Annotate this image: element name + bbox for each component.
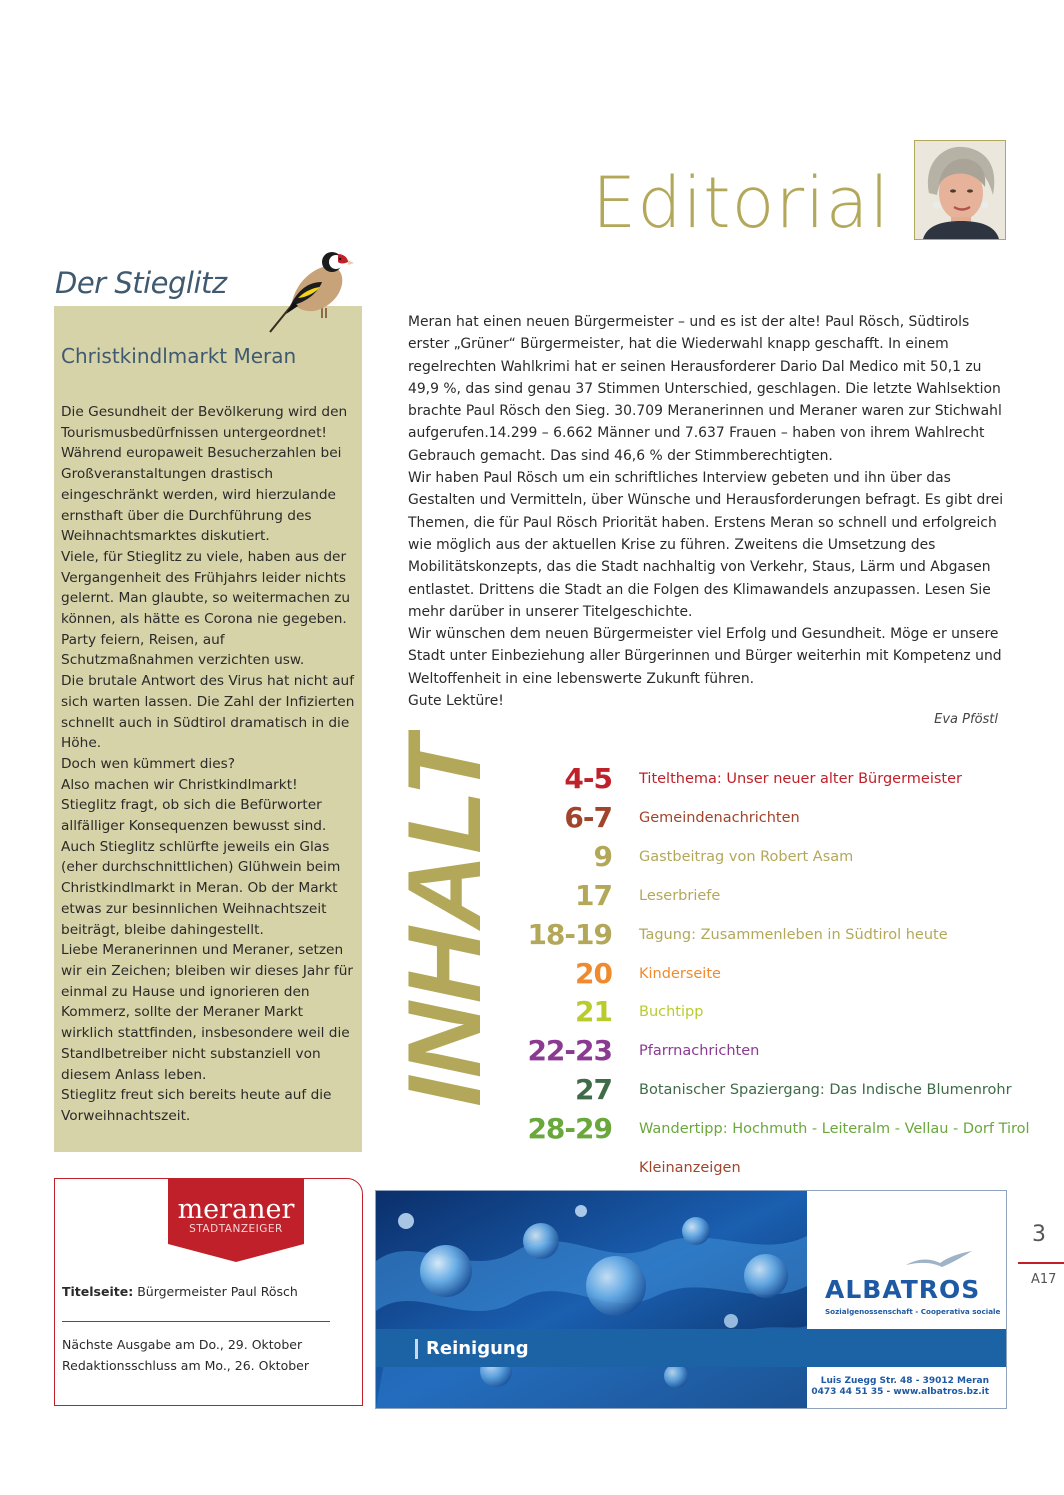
ad-brand: ALBATROS (825, 1275, 981, 1304)
next-issue: Nächste Ausgabe am Do., 29. Oktober (62, 1337, 303, 1352)
author-portrait (914, 140, 1006, 240)
toc-item[interactable] (500, 877, 1060, 915)
albatros-bird-icon (904, 1249, 974, 1271)
editorial-deadline: Redaktionsschluss am Mo., 26. Oktober (62, 1358, 309, 1373)
toc-label: Botanischer Spaziergang: Das Indische Blumenrohr (639, 1082, 1012, 1099)
page-number: 3 (1032, 1222, 1046, 1247)
toc-label: Kinderseite (639, 965, 721, 982)
ad-service: Reinigung (426, 1338, 529, 1359)
editorial-body: Meran hat einen neuen Bürgermeister – und es ist der alte! Paul Rösch, Südtirols erster „Grüner“ Bürgermeister, hat die Wiederwahl knapp geschafft. In einem regelrechten Wahlkrimi hat er seinen Herausforderer Dario Dal Medico mit 50,1 zu 49,9 %, das sind genau 37 Stimmen Unterschied, geschlagen. Die letzte Wahlsektion brachte Paul Rösch den Sieg. 30.709 Meranerinnen und Meraner waren zur Stichwahl aufgerufen.14.299 – 6.662 Männer und 7.637 Frauen – haben von ihrem Wahlrecht Gebrauch gemacht. Das sind 46,6 % der Stimmberechtigten. Wir haben Paul Rösch um ein schriftliches Interview gebeten und ihn über das Gestalten und Vermitteln, über Wünsche und Herausforderungen befragt. Es gibt drei Themen, die für Paul Rösch Priorität haben. Erstens Meran so schnell und erfolgreich wie möglich aus der aktuellen Krise zu führen. Zweitens die Umsetzung des Mobilitätskonzepts, das die Stadt nachhaltig von Verkehr, Staus, Lärm und Abgasen entlastet. Drittens die Stadt an die Folgen des Klimawandels anzupassen. Lesen Sie mehr darüber in unserer Titelgeschichte. Wir wünschen dem neuen Bürgermeister viel Erfolg und Gesundheit. Möge er unsere Stadt unter Einbeziehung aller Bürgerinnen und Bürger weiterhin mit Kompetenz und Weltoffenheit in eine lebenswerte Zukunft führen. Gute Lektüre! (408, 314, 1004, 710)
toc-label: Buchtipp (639, 1004, 704, 1021)
ad-address: Luis Zuegg Str. 48 - 39012 Meran (820, 1376, 989, 1386)
toc-label: Gastbeitrag von Robert Asam (639, 848, 854, 865)
toc-page-number: 6-7 (564, 800, 612, 834)
toc-label: Gemeindenachrichten (639, 809, 800, 826)
ad-tagline: Sozialgenossenschaft - Cooperativa sociale (825, 1307, 1001, 1316)
toc-item[interactable] (500, 799, 1060, 837)
cover-value: Bürgermeister Paul Rösch (133, 1284, 298, 1299)
editorial-title: Editorial (592, 162, 890, 244)
toc-item[interactable] (500, 955, 1060, 993)
toc-label: Pfarrnachrichten (639, 1043, 760, 1060)
page-code: A17 (1031, 1272, 1057, 1287)
toc-item[interactable] (500, 1110, 1060, 1148)
toc-label: Kleinanzeigen (639, 1160, 741, 1176)
toc-page-number: 17 (575, 878, 612, 912)
toc-label: Titelthema: Unser neuer alter Bürgermeister (639, 771, 962, 787)
toc-item[interactable] (500, 1149, 1060, 1187)
toc-page-number: 27 (575, 1073, 612, 1107)
toc-page-number: 18-19 (527, 917, 612, 951)
page-number-rule (1018, 1262, 1064, 1264)
toc-label: Wandertipp: Hochmuth - Leiteralm - Vellau - Dorf Tirol (639, 1121, 1030, 1138)
cleaning-icon (414, 1339, 420, 1359)
masthead-divider (62, 1321, 330, 1322)
logo-sub: STADTANZEIGER (189, 1223, 283, 1235)
toc-item[interactable] (500, 1071, 1060, 1109)
column-title: Der Stieglitz (55, 266, 227, 300)
toc-label: Leserbriefe (639, 887, 721, 904)
toc-page-number: 21 (575, 995, 612, 1029)
toc-page-number: 4-5 (564, 762, 612, 795)
column-body: Die Gesundheit der Bevölkerung wird den Tourismusbedürfnissen untergeordnet! Während europaweit Besucherzahlen bei Großveranstaltungen drastisch eingeschränkt werden, wird hierzulande ernsthaft über die Durchführung des Weihnachtsmarktes diskutiert. Viele, für Stieglitz zu viele, haben aus der Vergangenheit des Frühjahrs leider nichts gelernt. Man glaubte, so weitermachen zu können, als hätte es Corona nie gegeben. Party feiern, Reisen, auf Schutzmaßnahmen verzichten usw. Die brutale Antwort des Virus hat nicht auf sich warten lassen. Die Zahl der Infizierten schnellt auch in Südtirol dramatisch in die Höhe. Doch wen kümmert dies? Also machen wir Christkindlmarkt! Stieglitz fragt, ob sich die Befürworter allfälliger Konsequenzen bewusst sind. Auch Stieglitz schlürfte jeweils ein Glas (eher durchschnittlichen) Glühwein beim Christkindlmarkt in Meran. Ob der Markt etwas zur besinnlichen Weihnachtszeit beiträgt, bleibe dahingestellt. Liebe Meranerinnen und Meraner, setzen wir ein Zeichen; bleiben wir dieses Jahr für einmal zu Hause und ignorieren den Kommerz, sollte der Meraner Markt wirklich stattfinden, insbesondere weil die Standlbetreiber nicht substanziell von diesem Anlass leben. Stieglitz freut sich bereits heute auf die Vorweihnachtszeit. (61, 404, 355, 1124)
toc-page-number: 9 (593, 839, 612, 873)
logo-main: meraner (177, 1194, 295, 1225)
toc-item[interactable] (500, 760, 1060, 798)
cover-label: Titelseite: (62, 1284, 134, 1299)
toc-item[interactable] (500, 916, 1060, 954)
editorial-author: Eva Pföstl (934, 712, 998, 727)
ad-contact (811, 1376, 989, 1398)
water-splash-image (376, 1191, 807, 1408)
toc-item[interactable] (500, 838, 1060, 876)
toc-item[interactable] (500, 993, 1060, 1031)
toc-item[interactable] (500, 1032, 1060, 1070)
toc-label: Tagung: Zusammenleben in Südtirol heute (639, 926, 948, 943)
toc-page-number: 20 (575, 956, 612, 990)
contents-heading-text: INHALT (388, 730, 498, 1117)
ad-phone-web: 0473 44 51 35 - www.albatros.bz.it (811, 1387, 989, 1397)
albatros-advertisement[interactable] (375, 1190, 1007, 1409)
toc-page-number: 28-29 (527, 1112, 612, 1146)
contents-heading (388, 730, 498, 1120)
cover-line (62, 1284, 298, 1299)
toc-page-number: 22-23 (527, 1034, 612, 1068)
column-heading: Christkindlmarkt Meran (61, 344, 297, 368)
goldfinch-icon (264, 236, 354, 336)
